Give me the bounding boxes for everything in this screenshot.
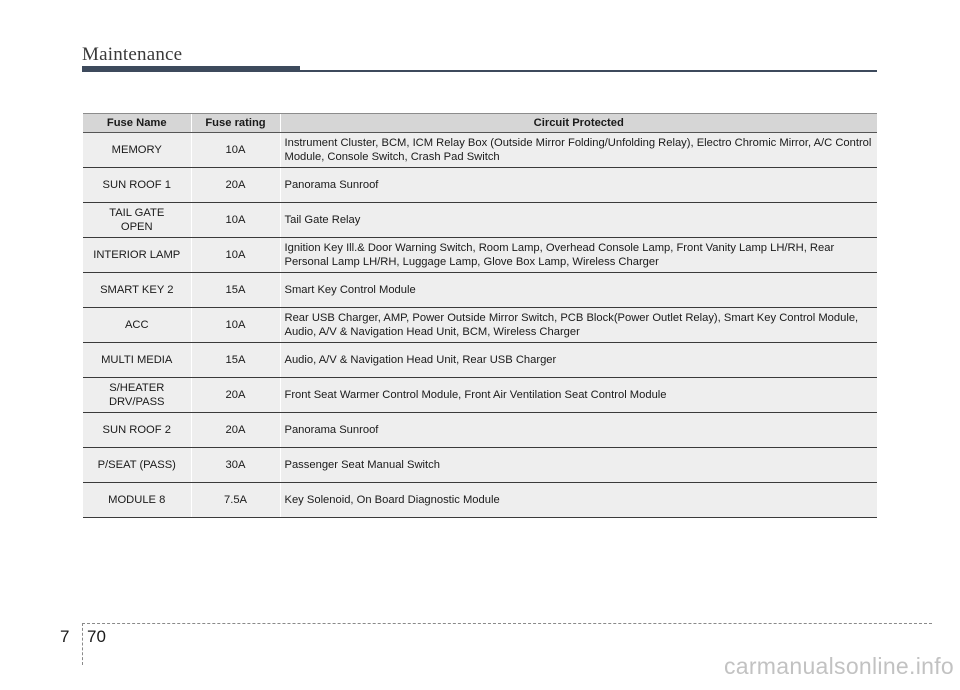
circuit-protected-cell: Passenger Seat Manual Switch [280, 448, 877, 483]
fuse-name-cell: P/SEAT (PASS) [83, 448, 191, 483]
fuse-rating-cell: 20A [191, 168, 280, 203]
circuit-protected-cell: Panorama Sunroof [280, 413, 877, 448]
circuit-protected-cell: Smart Key Control Module [280, 273, 877, 308]
footer-divider [82, 623, 932, 624]
table-row [83, 308, 877, 343]
fuse-rating-cell: 20A [191, 378, 280, 413]
table-row [83, 168, 877, 203]
circuit-protected-cell: Audio, A/V & Navigation Head Unit, Rear USB Charger [280, 343, 877, 378]
fuse-rating-cell: 30A [191, 448, 280, 483]
fuse-name-cell: SUN ROOF 2 [83, 413, 191, 448]
table-row [83, 238, 877, 273]
fuse-name-cell: S/HEATER DRV/PASS [83, 378, 191, 413]
table-row [83, 273, 877, 308]
column-header-circuit-protected: Circuit Protected [280, 114, 877, 133]
table-row [83, 203, 877, 238]
circuit-protected-cell: Front Seat Warmer Control Module, Front Air Ventilation Seat Control Module [280, 378, 877, 413]
table-row [83, 448, 877, 483]
fuse-rating-cell: 15A [191, 343, 280, 378]
circuit-protected-cell: Ignition Key Ill.& Door Warning Switch, Room Lamp, Overhead Console Lamp, Front Vanity Lamp LH/RH, Rear Personal Lamp LH/RH, Luggage Lamp, Glove Box Lamp, Wireless Charger [280, 238, 877, 273]
circuit-protected-cell: Panorama Sunroof [280, 168, 877, 203]
section-title: Maintenance [82, 44, 183, 65]
fuse-name-cell: SMART KEY 2 [83, 273, 191, 308]
fuse-name-cell: INTERIOR LAMP [83, 238, 191, 273]
column-header-fuse-name: Fuse Name [83, 114, 191, 133]
fuse-name-cell: SUN ROOF 1 [83, 168, 191, 203]
circuit-protected-cell: Key Solenoid, On Board Diagnostic Module [280, 483, 877, 518]
table-row [83, 378, 877, 413]
fuse-name-cell: MODULE 8 [83, 483, 191, 518]
header-rule-accent [82, 66, 300, 72]
table-row [83, 343, 877, 378]
circuit-protected-cell: Instrument Cluster, BCM, ICM Relay Box (Outside Mirror Folding/Unfolding Relay), Electro Chromic Mirror, A/C Control Module, Console Switch, Crash Pad Switch [280, 133, 877, 168]
watermark-text: carmanualsonline.info [723, 653, 954, 679]
fuse-rating-cell: 15A [191, 273, 280, 308]
fuse-rating-cell: 20A [191, 413, 280, 448]
fuse-rating-cell: 7.5A [191, 483, 280, 518]
fuse-rating-cell: 10A [191, 203, 280, 238]
fuse-name-cell: TAIL GATE OPEN [83, 203, 191, 238]
footer-vertical-divider [82, 623, 83, 665]
table-header-row [83, 114, 877, 133]
fuse-rating-cell: 10A [191, 308, 280, 343]
fuse-table [83, 113, 877, 518]
header-rule [300, 70, 877, 72]
chapter-number: 7 [60, 627, 70, 646]
page-number: 70 [87, 627, 106, 646]
circuit-protected-cell: Tail Gate Relay [280, 203, 877, 238]
column-header-fuse-rating: Fuse rating [191, 114, 280, 133]
table-row [83, 483, 877, 518]
fuse-rating-cell: 10A [191, 133, 280, 168]
fuse-name-cell: MEMORY [83, 133, 191, 168]
fuse-name-cell: ACC [83, 308, 191, 343]
circuit-protected-cell: Rear USB Charger, AMP, Power Outside Mirror Switch, PCB Block(Power Outlet Relay), Smart Key Control Module, Audio, A/V & Navigation Head Unit, BCM, Wireless Charger [280, 308, 877, 343]
table-row [83, 413, 877, 448]
fuse-name-cell: MULTI MEDIA [83, 343, 191, 378]
table-row [83, 133, 877, 168]
fuse-rating-cell: 10A [191, 238, 280, 273]
